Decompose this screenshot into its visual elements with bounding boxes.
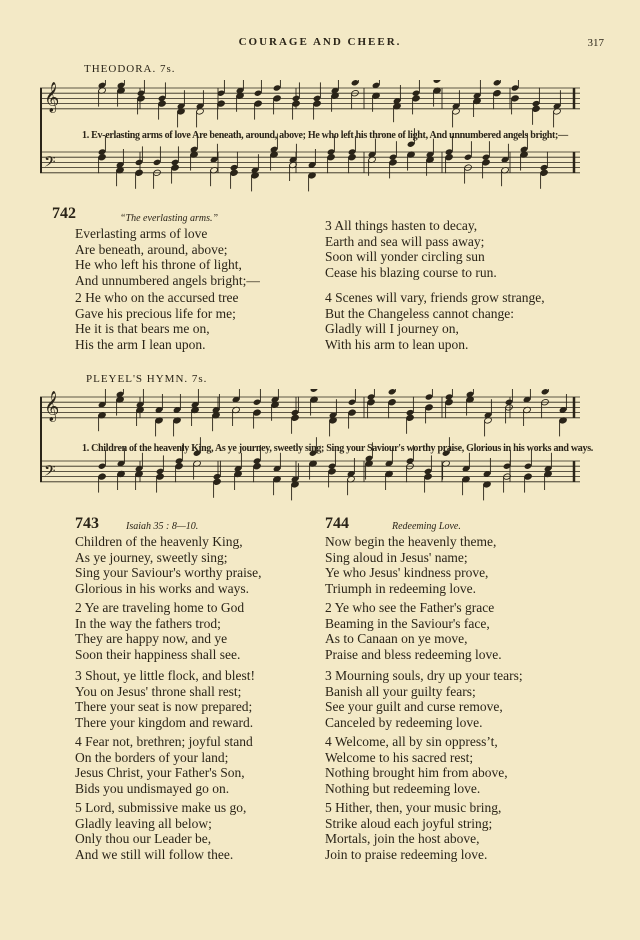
verse-line: As to Canaan on ye move, [325,631,468,646]
verse-line: Gave his precious life for me; [75,305,236,321]
verse-line: Gladly will I journey on, [325,321,459,336]
verse-line: Welcome to his sacred rest; [325,749,474,765]
verse-line: Earth and sea will pass away; [325,233,485,249]
stanza [75,600,244,662]
verse-line: And unnumbered angels bright;— [75,272,260,288]
verse-line: Jesus Christ, your Father's Son, [75,765,245,780]
verse-line: 4 Scenes will vary, friends grow strange, [325,290,545,305]
verse-line: 3 Shout, ye little flock, and blest! [75,668,255,683]
hymn-number: 743 [75,515,99,532]
note-head [310,389,319,393]
verse-line: Glorious in his works and ways. [75,580,249,596]
verse-line: Ye who Jesus' kindness prove, [325,565,489,580]
verse-line: 5 Lord, submissive make us go, [75,800,247,815]
lyric-underlay-pleyel: 1. Children of the heavenly King, As ye journey, sweetly sing; Sing your Saviour's worthy praise, Glorious in his works and ways. [82,443,593,454]
hymn-number: 742 [52,205,76,222]
stanza [75,734,253,796]
treble-clef-icon: 𝄞 [44,391,60,422]
verse-line: Triumph in redeeming love. [325,580,476,596]
hymn-subtitle: Isaiah 35 : 8—10. [126,521,199,532]
verse-line: He who left his throne of light, [75,257,242,272]
verse-line: You on Jesus' throne shall rest; [75,683,242,699]
stanza [75,290,238,352]
lyric-underlay-theodora: 1. Ev-erlasting arms of love Are beneath, around, above; He who left his throne of light, And unnumbered angels bright;— [82,130,568,141]
verse-line: Praise and bless redeeming love. [325,646,502,662]
treble-clef-icon: 𝄞 [44,82,60,113]
verse-line: Join to praise redeeming love. [325,846,488,862]
verse-line: Sing aloud in Jesus' name; [325,549,468,565]
verse-line: 3 All things hasten to decay, [325,218,478,233]
verse-line: Everlasting arms of love [75,226,208,241]
verse-line: See your guilt and curse remove, [325,699,503,714]
stanza [325,218,497,280]
stanza [325,734,508,796]
verse-line: They are happy now, and ye [75,631,228,646]
verse-line: Nothing brought him from above, [325,765,508,780]
verse-line: As ye journey, sweetly sing; [75,549,228,565]
stanza [325,600,502,662]
verse-line: And we still will follow thee. [75,846,234,862]
note-head [433,80,442,84]
verse-line: With his arm to lean upon. [325,336,469,352]
verse-line: His the arm I lean upon. [75,336,206,352]
verse-line: Nothing but redeeming love. [325,780,481,796]
verse-line: 2 Ye who see the Father's grace [325,600,495,615]
stanza [75,668,255,730]
verse-line: Only thou our Leader be, [75,831,212,846]
verse-line: Banish all your guilty fears; [325,683,476,699]
bass-clef-icon: 𝄢 [44,153,56,175]
stanza [75,534,262,596]
verse-line: Sing your Saviour's worthy praise, [75,565,262,580]
verse-line: 5 Hither, then, your music bring, [325,800,502,815]
verse-line: In the way the fathers trod; [75,615,221,631]
verse-line: 4 Welcome, all by sin oppress’t, [325,734,498,749]
verse-line: 3 Mourning souls, dry up your tears; [325,668,523,683]
stanza [325,668,523,730]
verse-line: Canceled by redeeming love. [325,714,483,730]
verse-line: Now begin the heavenly theme, [325,534,497,549]
verse-line: 4 Fear not, brethren; joyful stand [75,734,253,749]
verse-line: Are beneath, around, above; [75,241,228,257]
verse-line: Soon will yonder circling sun [325,249,485,264]
verse-line: Cease his blazing course to run. [325,264,497,280]
verse-line: Mortals, join the host above, [325,831,480,846]
hymn-number: 744 [325,515,349,532]
verse-line: Gladly leaving all below; [75,815,212,831]
tune-title-theodora: THEODORA. 7s. [84,63,176,75]
tune-title-pleyel: PLEYEL'S HYMN. 7s. [86,373,208,385]
verse-line: Children of the heavenly King, [75,534,243,549]
verse-line: There your seat is now prepared; [75,699,253,714]
hymn-subtitle: “The everlasting arms.” [120,213,219,224]
verse-line: 2 Ye are traveling home to God [75,600,245,615]
stanza [325,534,496,596]
verse-line: Beaming in the Saviour's face, [325,615,490,631]
stanza [75,800,246,862]
verse-line: Bids you undismayed go on. [75,780,230,796]
verse-line: On the borders of your land; [75,749,229,765]
hymn-subtitle: Redeeming Love. [392,521,461,532]
bass-clef-icon: 𝄢 [44,462,56,484]
verse-line: Strike aloud each joyful string; [325,815,493,831]
page-header: COURAGE AND CHEER. [238,36,402,48]
stanza [75,226,260,288]
verse-line: Soon their happiness shall see. [75,646,241,662]
page-number: 317 [587,37,604,49]
verse-line: But the Changeless cannot change: [325,305,514,321]
verse-line: He it is that bears me on, [75,321,210,336]
verse-line: 2 He who on the accursed tree [75,290,239,305]
stanza [325,800,501,862]
verse-line: There your kingdom and reward. [75,714,254,730]
stanza [325,290,545,352]
